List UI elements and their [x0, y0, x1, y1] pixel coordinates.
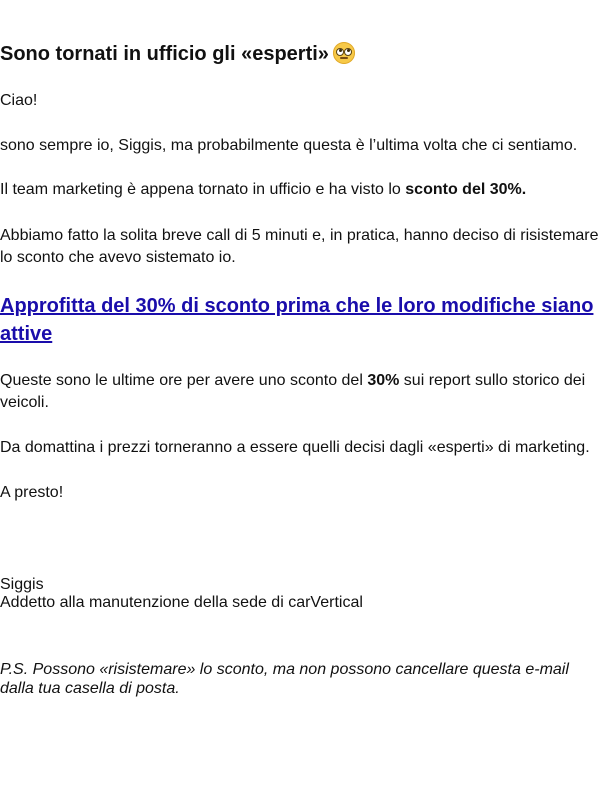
- intro-paragraph: sono sempre io, Siggis, ma probabilmente questa è l’ultima volta che ci sentiamo.: [0, 137, 578, 154]
- postscript: P.S. Possono «risistemare» lo sconto, ma non possono cancellare questa e-mail dalla tua casella di posta.: [0, 661, 569, 697]
- tomorrow-paragraph: Da domattina i prezzi torneranno a essere quelli decisi dagli «esperti» di marketing.: [0, 439, 590, 456]
- sign-off: A presto!: [0, 484, 64, 501]
- signature-role: Addetto alla manutenzione della sede di carVertical: [0, 594, 363, 611]
- email-heading: [0, 40, 355, 68]
- last-hours-tail: sui report sullo storico dei veicoli.: [0, 372, 586, 411]
- cta-discount-link[interactable]: Approfitta del 30% di sconto prima che le loro modifiche siano attive: [0, 295, 594, 345]
- team-text: Il team marketing è appena tornato in ufficio e ha visto lo: [0, 181, 406, 198]
- call-paragraph: Abbiamo fatto la solita breve call di 5 minuti e, in pratica, hanno deciso di risistemare lo sconto che avevo sistemato io.: [0, 227, 599, 266]
- heading-text: Sono tornati in ufficio gli «esperti»: [0, 43, 329, 65]
- team-paragraph: [0, 179, 600, 201]
- eye-roll-emoji-icon: [333, 42, 355, 64]
- signature-name: Siggis: [0, 576, 44, 593]
- discount-highlight: sconto del 30%.: [405, 181, 527, 198]
- percent-highlight: 30%: [367, 372, 400, 389]
- last-hours-paragraph: [0, 370, 600, 414]
- last-hours-text: Queste sono le ultime ore per avere uno sconto del: [0, 372, 368, 389]
- greeting: Ciao!: [0, 92, 38, 109]
